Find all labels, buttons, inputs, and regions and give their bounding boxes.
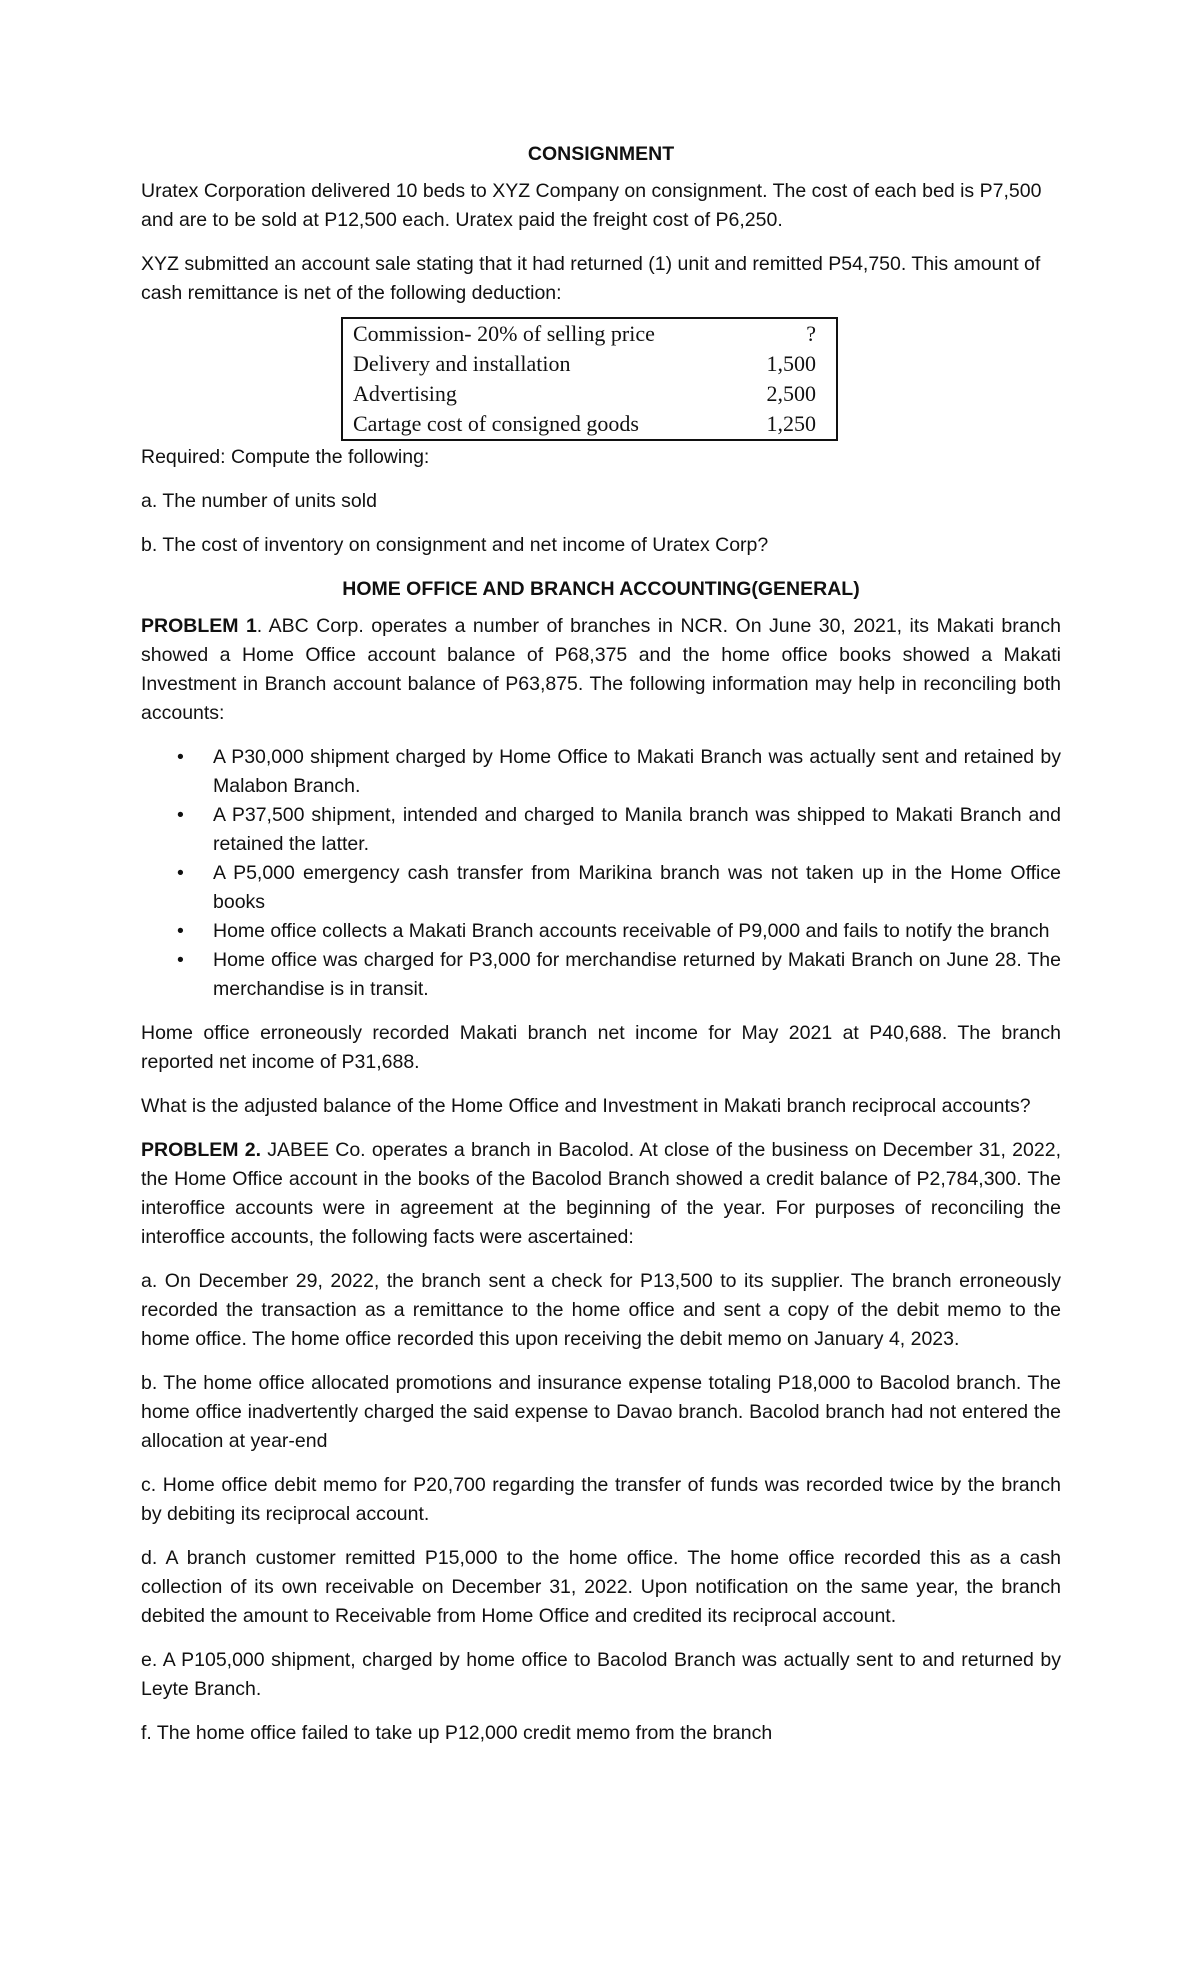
bullet-text: A P30,000 shipment charged by Home Office to Makati Branch was actually sent and retained by Malabon Branch. xyxy=(213,746,1061,797)
deductions-table xyxy=(341,317,838,441)
consignment-para-2: XYZ submitted an account sale stating that it had returned (1) unit and remitted P54,750. This amount of cash remittance is net of the following deduction: xyxy=(141,253,1041,304)
deduction-label: Advertising xyxy=(353,381,457,406)
deduction-amount: 2,500 xyxy=(766,381,816,406)
deduction-amount: 1,250 xyxy=(766,411,816,436)
deduction-row xyxy=(342,379,837,409)
problem-2-item-c: c. Home office debit memo for P20,700 regarding the transfer of funds was recorded twice by the branch by debiting its reciprocal account. xyxy=(141,1474,1061,1525)
document-content xyxy=(141,140,1061,1763)
consignment-title: CONSIGNMENT xyxy=(527,143,675,165)
problem-1-question: What is the adjusted balance of the Home Office and Investment in Makati branch reciprocal accounts? xyxy=(141,1095,1031,1117)
bullet-text: A P5,000 emergency cash transfer from Marikina branch was not taken up in the Home Office books xyxy=(213,862,1061,913)
list-item xyxy=(141,946,1061,1004)
problem-1-bullet-list xyxy=(141,743,1061,1004)
problem-2-intro xyxy=(141,1136,1061,1252)
bullet-icon: • xyxy=(177,920,184,942)
deductions-table-wrapper xyxy=(341,317,838,441)
list-item xyxy=(141,859,1061,917)
list-item xyxy=(141,917,1061,946)
problem-2-item-d: d. A branch customer remitted P15,000 to the home office. The home office recorded this as a cash collection of its own receivable on December 31, 2022. Upon notification on the same year, the branch debited the amount to Receivable from Home Office and credited its reciprocal account. xyxy=(141,1547,1061,1627)
bullet-icon: • xyxy=(177,862,184,884)
problem-2-text: JABEE Co. operates a branch in Bacolod. At close of the business on December 31, 2022, the Home Office account in the books of the Bacolod Branch showed a credit balance of P2,784,300. The interoffice accounts were in agreement at the beginning of the year. For purposes of reconciling the interoffice accounts, the following facts were ascertained: xyxy=(141,1139,1061,1248)
problem-2-item-f: f. The home office failed to take up P12,000 credit memo from the branch xyxy=(141,1722,773,1744)
problem-2-item-e: e. A P105,000 shipment, charged by home office to Bacolod Branch was actually sent to and returned by Leyte Branch. xyxy=(141,1649,1061,1700)
required-item-a: a. The number of units sold xyxy=(141,490,377,512)
deduction-amount: ? xyxy=(806,321,816,346)
problem-2-label: PROBLEM 2. xyxy=(141,1139,261,1161)
bullet-text: A P37,500 shipment, intended and charged to Manila branch was shipped to Makati Branch and retained the latter. xyxy=(213,804,1061,855)
deduction-label: Commission- 20% of selling price xyxy=(353,321,655,346)
bullet-icon: • xyxy=(177,746,184,768)
deduction-row xyxy=(342,409,837,440)
deduction-amount: 1,500 xyxy=(766,351,816,376)
problem-1-intro xyxy=(141,612,1061,728)
problem-1-label: PROBLEM 1 xyxy=(141,615,257,637)
deduction-label: Cartage cost of consigned goods xyxy=(353,411,639,436)
required-heading: Required: Compute the following: xyxy=(141,446,430,468)
bullet-text: Home office was charged for P3,000 for merchandise returned by Makati Branch on June 28. The merchandise is in transit. xyxy=(213,949,1061,1000)
bullet-icon: • xyxy=(177,949,184,971)
hoba-title: HOME OFFICE AND BRANCH ACCOUNTING(GENERAL) xyxy=(342,578,860,600)
consignment-para-1: Uratex Corporation delivered 10 beds to XYZ Company on consignment. The cost of each bed is P7,500 and are to be sold at P12,500 each. Uratex paid the freight cost of P6,250. xyxy=(141,180,1042,231)
list-item xyxy=(141,801,1061,859)
required-item-b: b. The cost of inventory on consignment and net income of Uratex Corp? xyxy=(141,534,769,556)
problem-2-item-b: b. The home office allocated promotions and insurance expense totaling P18,000 to Bacolod branch. The home office inadvertently charged the said expense to Davao branch. Bacolod branch had not entered the allocation at year-end xyxy=(141,1372,1061,1452)
deduction-row xyxy=(342,349,837,379)
deduction-label: Delivery and installation xyxy=(353,351,571,376)
problem-2-item-a: a. On December 29, 2022, the branch sent a check for P13,500 to its supplier. The branch erroneously recorded the transaction as a remittance to the home office and sent a copy of the debit memo to the home office. The home office recorded this upon receiving the debit memo on January 4, 2023. xyxy=(141,1270,1061,1350)
deduction-row xyxy=(342,318,837,349)
bullet-text: Home office collects a Makati Branch accounts receivable of P9,000 and fails to notify the branch xyxy=(213,920,1050,942)
problem-1-text: . ABC Corp. operates a number of branches in NCR. On June 30, 2021, its Makati branch showed a Home Office account balance of P68,375 and the home office books showed a Makati Investment in Branch account balance of P63,875. The following information may help in reconciling both accounts: xyxy=(141,615,1061,724)
bullet-icon: • xyxy=(177,804,184,826)
problem-1-income-para: Home office erroneously recorded Makati branch net income for May 2021 at P40,688. The branch reported net income of P31,688. xyxy=(141,1022,1061,1073)
list-item xyxy=(141,743,1061,801)
